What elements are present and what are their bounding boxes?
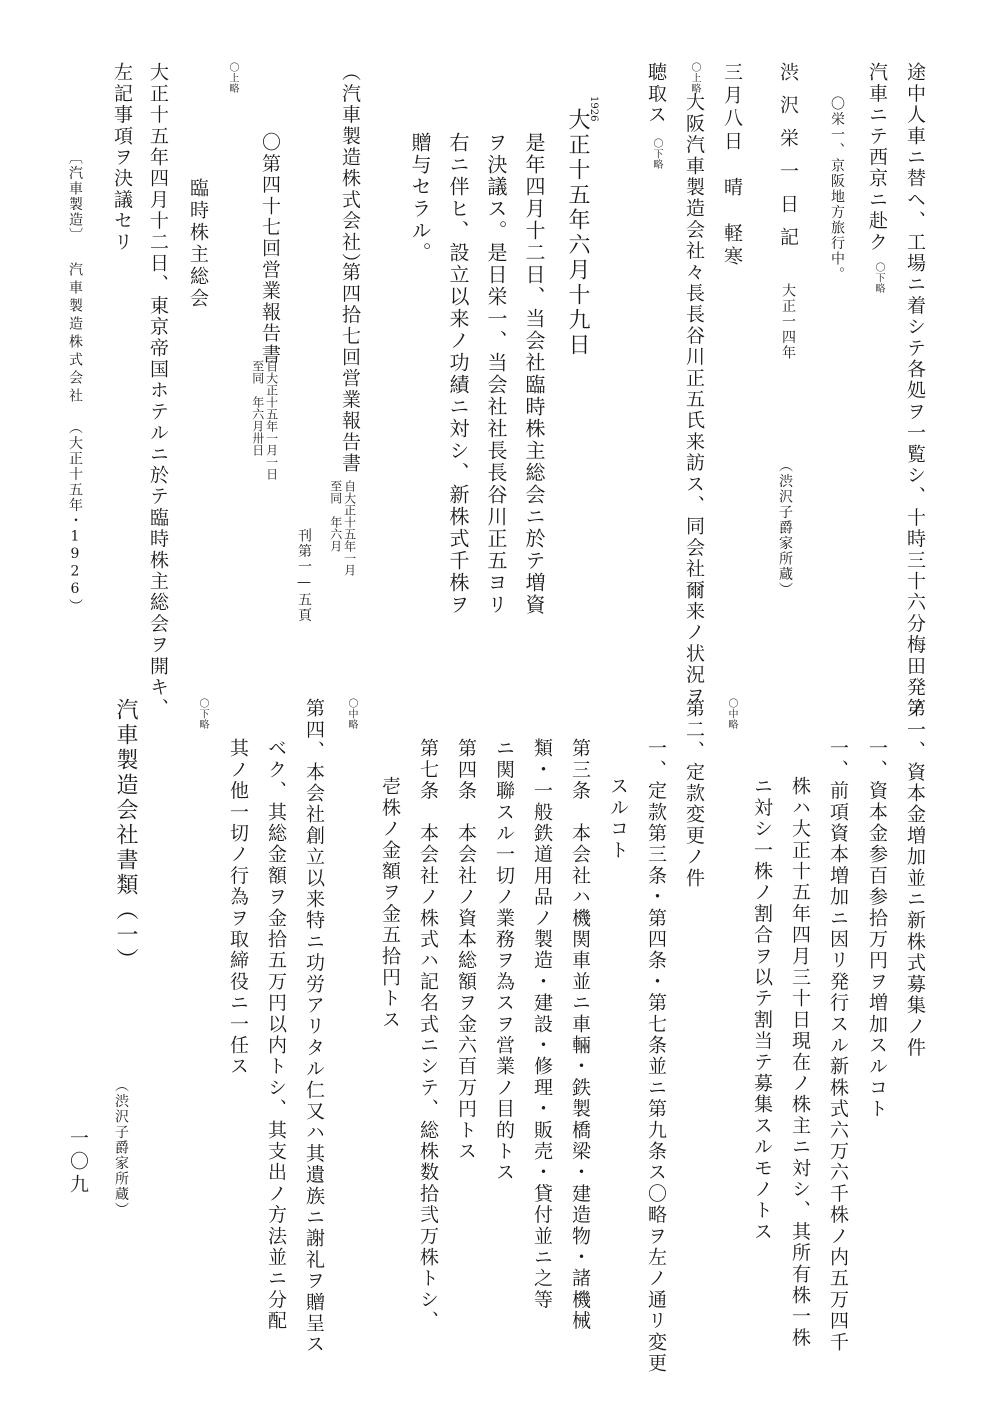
- upper-line-6-mark: 〇上略: [689, 62, 700, 94]
- page-number: 一〇九: [67, 1128, 89, 1197]
- item-4-line-1: 第四、本会社創立以来特ニ功労アリタル仁又ハ其遺族ニ謝礼ヲ贈呈ス: [303, 698, 325, 1356]
- item-1-clause-1: 一、資本金参百参拾万円ヲ増加スルコト: [866, 738, 888, 1120]
- upper-line-2: 汽車ニテ西京ニ赴ク: [866, 62, 888, 253]
- running-header-tag: 〔汽車製造〕: [67, 150, 83, 243]
- report-period-from: 自大正十五年一月一日: [264, 360, 279, 480]
- summary-line-3: 右ニ伴ヒ、設立以来ノ功績ニ対シ、新株式千株ヲ: [446, 132, 470, 616]
- item-2-clause-1-cont: スルコト: [607, 776, 629, 861]
- source-report-period-from: 自大正十五年一月: [342, 480, 357, 576]
- lower-mark-omitted-2: 〇中略: [346, 698, 357, 730]
- source-document-collection: （渋沢子爵家所蔵）: [113, 1078, 129, 1218]
- diary-title: 渋沢栄一日記: [777, 62, 799, 260]
- item-4-line-3: 其ノ他一切ノ行為ヲ取締役ニ一任ス: [227, 738, 249, 1078]
- report-heading: 〇第四十七回営業報告書: [259, 132, 281, 366]
- upper-line-6: 大阪汽車製造会社々長長谷川正五氏来訪ス、同会社爾来ノ状況ヲ: [683, 92, 705, 707]
- upper-mark-omitted: 〇上略: [227, 62, 238, 94]
- report-period: [250, 360, 278, 480]
- year-number: 1926: [588, 96, 599, 122]
- summary-line-1: 是年四月十二日、当会社臨時株主総会ニ於テ増資: [522, 132, 546, 616]
- source-report-period-to: 至同 年六月: [328, 480, 343, 552]
- meeting-line-2: 左記事項ヲ決議セリ: [111, 62, 133, 253]
- lower-mark-omitted-3: 〇下略: [197, 698, 208, 730]
- meeting-line-1: 大正十五年四月十二日、東京帝国ホテルニ於テ臨時株主総会ヲ開キ、: [147, 62, 169, 720]
- item-2-heading: 第二、定款変更ノ件: [683, 698, 705, 889]
- item-4-line-2: ベク、其総金額ヲ金拾五万円以内トシ、其支出ノ方法並ニ分配: [265, 738, 287, 1332]
- article-3-line-3: ニ関聯スル一切ノ業務ヲ為スヲ営業ノ目的トス: [493, 738, 515, 1184]
- summary-line-4: 贈与セラル。: [408, 132, 432, 264]
- source-report-title: 第四拾七回営業報告書: [339, 262, 361, 474]
- source-report-period: [328, 480, 356, 576]
- source-report-pages: 刊第一—五頁: [296, 528, 312, 623]
- running-header-company: 汽車製造株式会社: [67, 262, 83, 406]
- item-1-clause-2-cont-1: 株ハ大正十五年四月三十日現在ノ株主ニ対シ、其所有株一株: [789, 776, 811, 1349]
- article-3-line-2: 類・一般鉄道用品ノ製造・建設・修理・販売・貸付並ニ之等: [531, 738, 553, 1311]
- source-document-title: 汽車製造会社書類（一）: [113, 698, 138, 973]
- article-3-line-1: 第三条 本会社ハ機関車並ニ車輛・鉄製橋梁・建造物・諸機械: [569, 738, 591, 1332]
- article-7-line-1: 第七条 本会社ノ株式ハ記名式ニシテ、総株数拾弐万株トシ、: [417, 738, 439, 1332]
- source-company: （汽車製造株式会社）: [339, 62, 361, 274]
- upper-line-2-note: 〇下略: [873, 262, 884, 294]
- summary-line-2: ヲ決議ス。是日栄一、当会社社長長谷川正五ヨリ: [484, 132, 508, 616]
- item-1-clause-2: 一、前項資本増加ニ因リ発行スル新株式六万六千株ノ内五万四千: [827, 738, 849, 1353]
- meeting-heading: 臨時株主総会: [187, 178, 209, 310]
- article-4: 第四条 本会社ノ資本総額ヲ金六百万円トス: [455, 738, 477, 1162]
- upper-line-1: 途中人車ニ替ヘ、工場ニ着シテ各処ヲ一覧シ、十時三十六分梅田発ノ: [904, 62, 926, 720]
- upper-line-3: 〇栄一、京阪地方旅行中。: [829, 96, 845, 282]
- article-7-line-2: 壱株ノ金額ヲ金五拾円トス: [379, 776, 401, 1031]
- diary-source: （渋沢子爵家所蔵）: [777, 458, 793, 598]
- report-period-to: 至同 年六月卅日: [250, 360, 265, 456]
- upper-line-5: 三月八日 晴 軽寒: [721, 62, 743, 269]
- item-2-clause-1: 一、定款第三条・第四条・第七条並ニ第九条ス〇略ヲ左ノ通リ変更: [645, 738, 667, 1374]
- lower-mark-omitted-1: 〇中略: [726, 698, 737, 730]
- item-1-clause-2-cont-2: ニ対シ一株ノ割合ヲ以テ割当テ募集スルモノトス: [751, 776, 773, 1243]
- upper-line-7-note: 〇下略: [651, 138, 662, 170]
- item-1-heading: 第一、資本金増加並ニ新株式募集ノ件: [904, 698, 926, 1059]
- date-heading: 大正十五年六月十九日: [565, 108, 590, 358]
- running-header-year: （大正十五年・1926）: [67, 420, 83, 614]
- upper-line-7: 聴取ス: [645, 62, 667, 126]
- diary-year: 大正一四年: [780, 283, 796, 361]
